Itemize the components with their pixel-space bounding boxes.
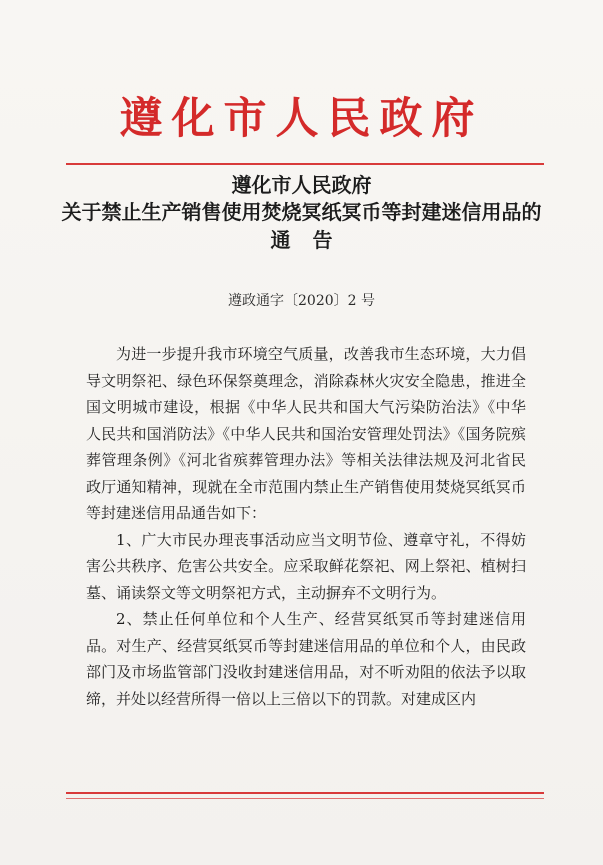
- red-divider-bottom-thin: [66, 798, 544, 799]
- red-divider-top: [66, 163, 544, 165]
- title-issuer: 遵化市人民政府: [231, 173, 372, 197]
- title-notice: 通告: [270, 228, 355, 252]
- body-paragraph-intro: 为进一步提升我市环境空气质量，改善我市生态环境，大力倡导文明祭祀、绿色环保祭奠理念，消除森林火灾安全隐患，推进全国文明城市建设，根据《中华人民共和国大气污染防治法》《中华人民共和国消防法》《中华人民共和国治安管理处罚法》《国务院殡葬管理条例》《河北省殡葬管理办法》等相关法律法规及河北省民政厅通知精神，现就在全市范围内禁止生产销售使用焚烧冥纸冥币等封建迷信用品通告如下：: [86, 345, 526, 522]
- red-divider-bottom: [66, 792, 544, 794]
- body-paragraph-item-1: 1、广大市民办理丧事活动应当文明节俭、遵章守礼，不得妨害公共秩序、危害公共安全。应采取鲜花祭祀、网上祭祀、植树扫墓、诵读祭文等文明祭祀方式，主动摒弃不文明行为。: [86, 530, 526, 602]
- red-letterhead-title: 遵化市人民政府: [119, 94, 484, 144]
- document-number: 遵政通字〔2020〕2 号: [228, 293, 375, 309]
- title-subject: 关于禁止生产销售使用焚烧冥纸冥币等封建迷信用品的: [61, 200, 542, 224]
- body-paragraph-item-2: 2、禁止任何单位和个人生产、经营冥纸冥币等封建迷信用品。对生产、经营冥纸冥币等封建迷信用品的单位和个人，由民政部门及市场监管部门没收封建迷信用品，对不听劝阻的依法予以取缔，并处以经营所得一倍以上三倍以下的罚款。对建成区内: [86, 610, 526, 708]
- document-body: [86, 341, 526, 712]
